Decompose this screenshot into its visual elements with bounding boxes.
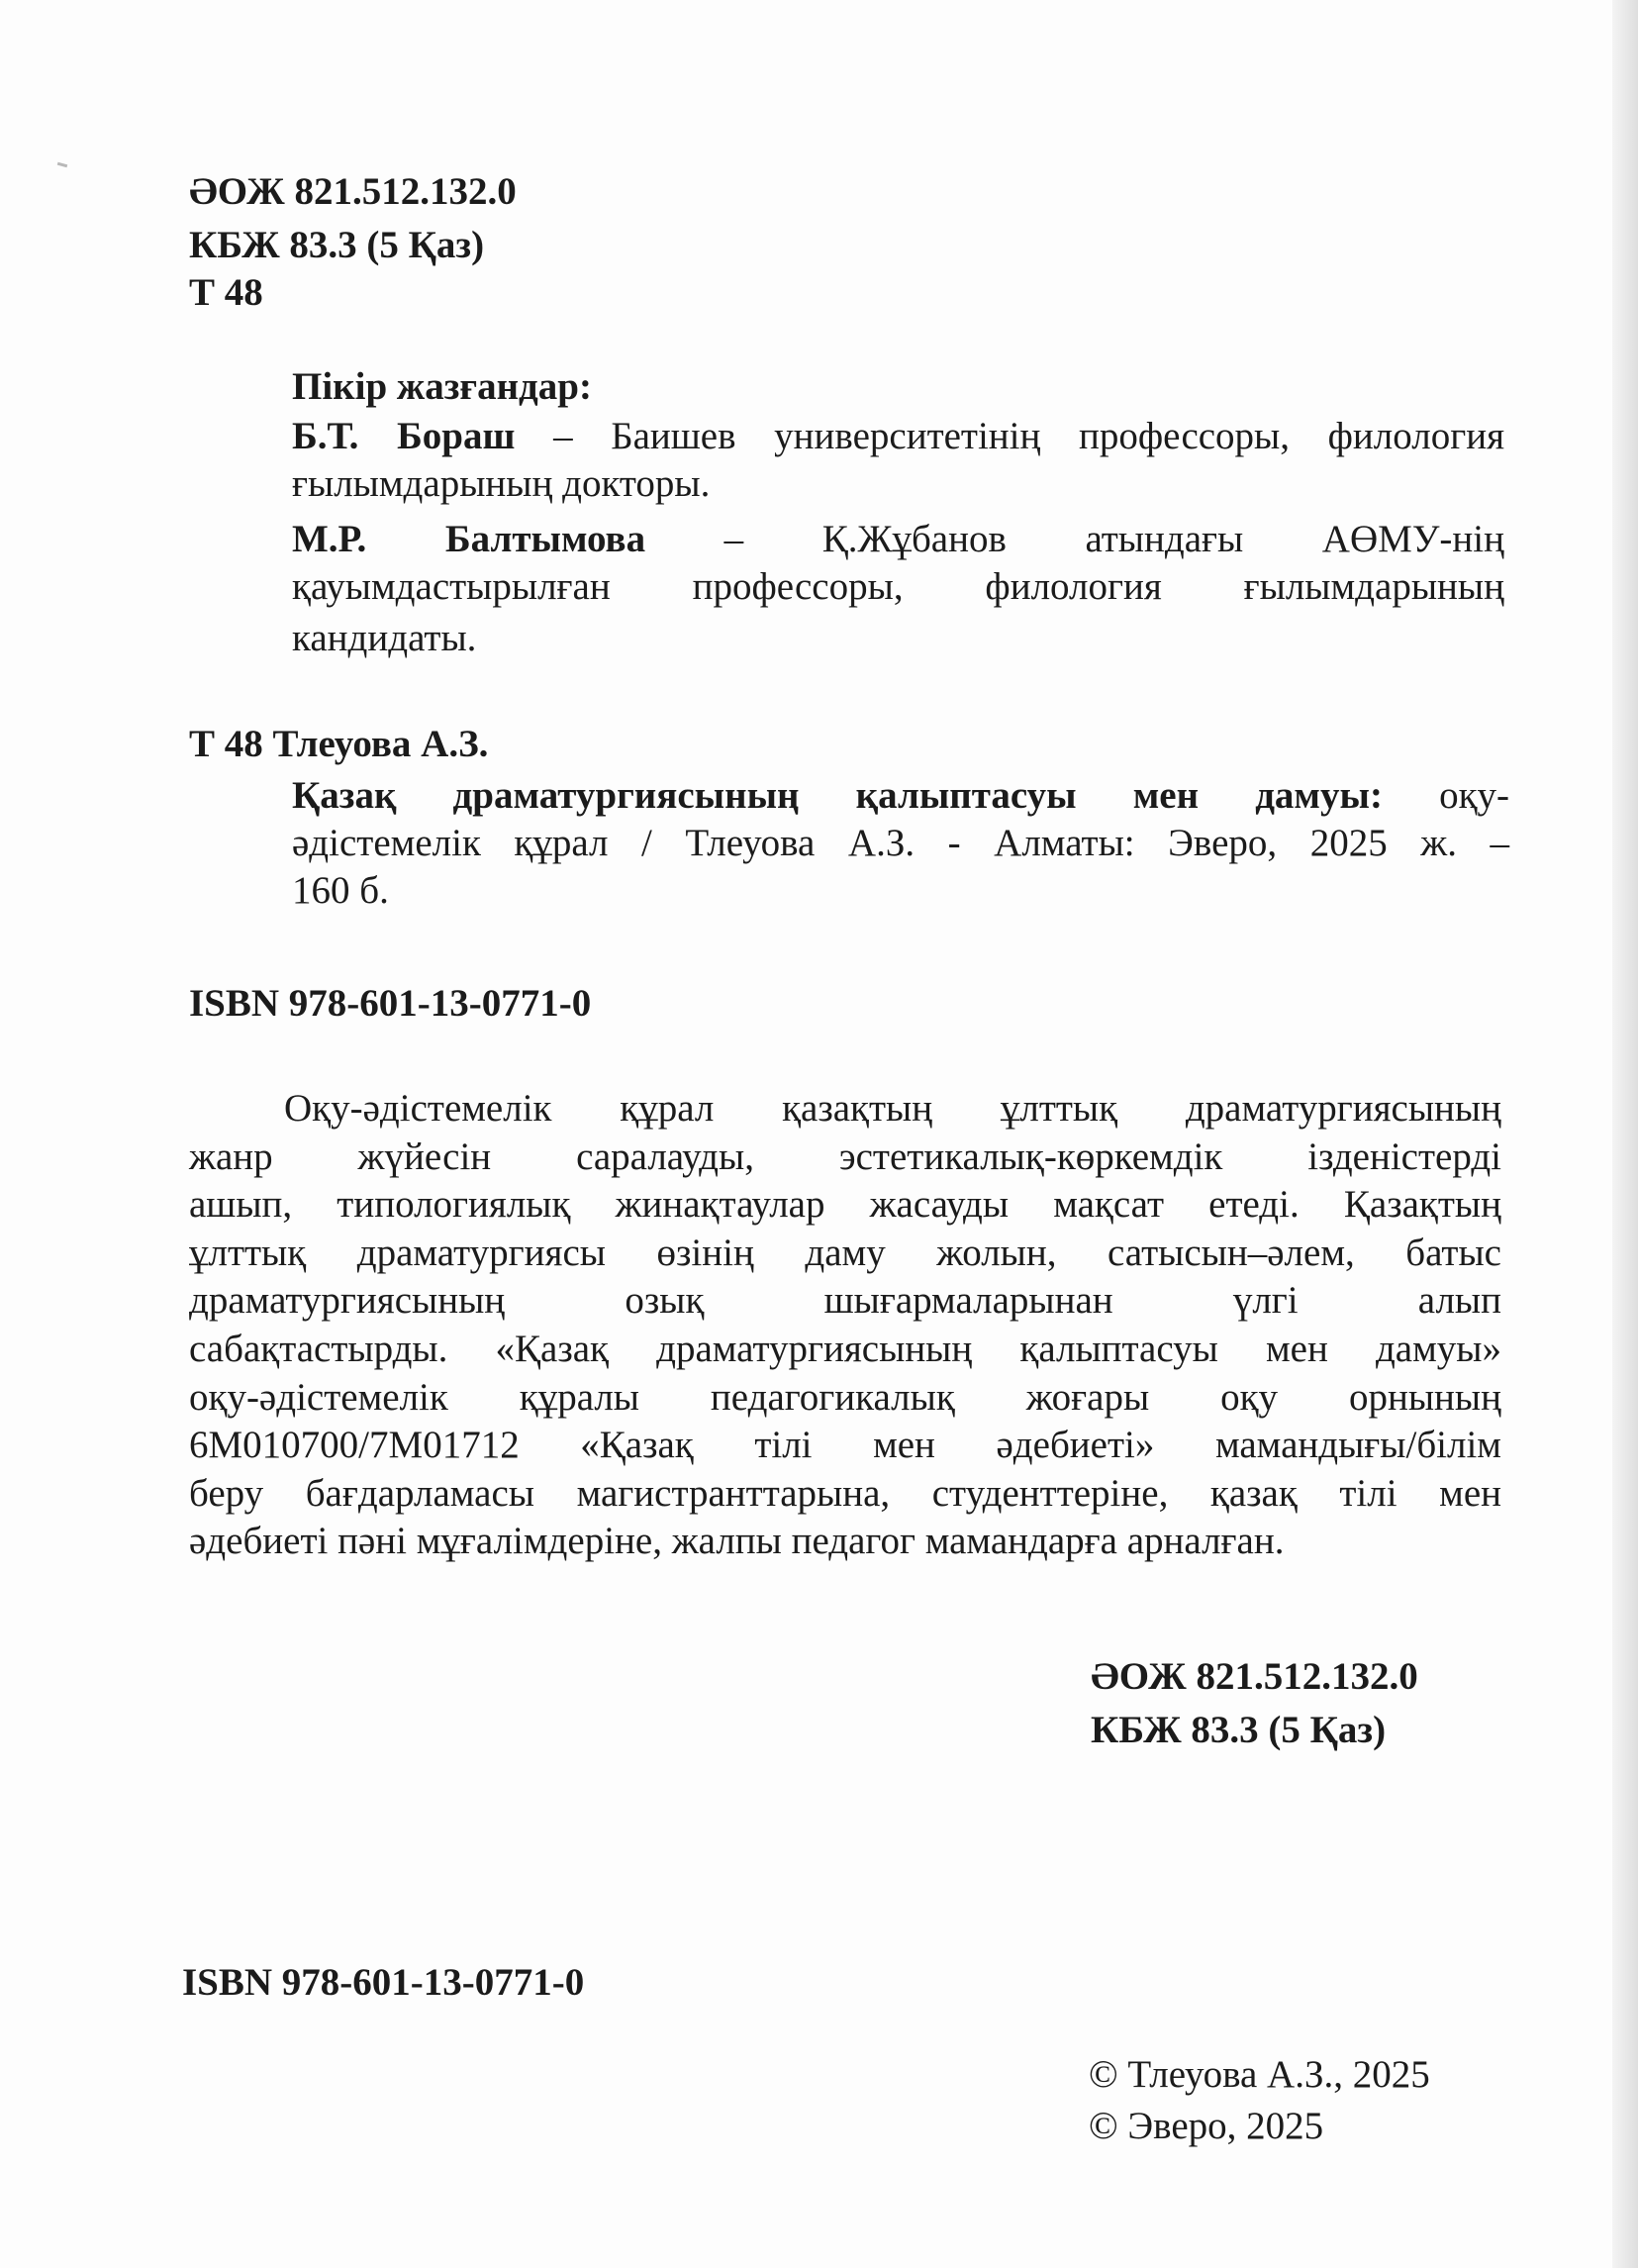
reviewer-2-degree: кандидаты.	[292, 617, 477, 659]
description-line: әдебиеті пәні мұғалімдеріне, жалпы педагог мамандарға арналған.	[189, 1520, 1285, 1563]
description-line: драматургиясының озық шығармаларынан үлгі алып	[189, 1279, 1501, 1323]
reviewers-heading: Пікір жазғандар:	[292, 365, 592, 408]
book-imprint: әдістемелік құрал / Тлеуова А.З. - Алматы: Эверо, 2025 ж. –	[292, 822, 1509, 864]
author-sign: Т 48	[189, 271, 263, 314]
book-pages: 160 б.	[292, 869, 389, 912]
reviewer-2-name: М.Р. Балтымова	[292, 518, 646, 560]
reviewer-2	[292, 516, 1504, 662]
reviewer-2-affiliation: – Қ.Жұбанов атындағы АӨМУ-нің	[723, 518, 1504, 560]
book-type-start: оқу-	[1382, 774, 1510, 817]
reviewer-2-position: қауымдастырылған профессоры, филология ғылымдарының	[292, 565, 1504, 608]
description-paragraph	[189, 1085, 1501, 1566]
copyright-publisher: © Эверо, 2025	[1089, 2105, 1324, 2147]
lbc-code-bottom: КБЖ 83.3 (5 Қаз)	[1091, 1709, 1387, 1751]
reviewer-1	[292, 413, 1504, 508]
description-line: Оқу-әдістемелік құрал қазақтың ұлттық драматургиясының	[284, 1087, 1501, 1130]
bibliography-entry	[292, 772, 1509, 915]
udc-code-bottom: ӘОЖ 821.512.132.0	[1091, 1655, 1418, 1698]
description-line: ұлттық драматургиясы өзінің даму жолын, сатысын–әлем, батыс	[189, 1231, 1501, 1274]
description-line: сабақтастырды. «Қазақ драматургиясының қалыптасуы мен дамуы»	[189, 1327, 1501, 1370]
book-title: Қазақ драматургиясының қалыптасуы мен дамуы:	[292, 774, 1383, 817]
description-line: беру бағдарламасы магистранттарына, студенттеріне, қазақ тілі мен	[189, 1471, 1501, 1515]
lbc-code: КБЖ 83.3 (5 Қаз)	[189, 224, 485, 266]
udc-code: ӘОЖ 821.512.132.0	[189, 170, 517, 213]
isbn-top: ISBN 978-601-13-0771-0	[189, 982, 592, 1025]
reviewer-1-position: – Баишев университетінің профессоры, филология	[515, 415, 1505, 457]
description-line: жанр жүйесін саралауды, эстетикалық-көркемдік ізденістерді	[189, 1134, 1501, 1178]
reviewer-1-name: Б.Т. Бораш	[292, 415, 516, 457]
description-line: 6М010700/7М01712 «Қазақ тілі мен әдебиеті» мамандығы/білім	[189, 1424, 1501, 1467]
description-line: ашып, типологиялық жинақтаулар жасауды мақсат етеді. Қазақтың	[189, 1183, 1501, 1227]
bibliography-sign-author: Т 48 Тлеуова А.З.	[189, 723, 489, 765]
reviewer-1-degree: ғылымдарының докторы.	[292, 462, 711, 505]
page-edge-shadow	[1612, 0, 1638, 2268]
copyright-author: © Тлеуова А.З., 2025	[1089, 2053, 1430, 2096]
description-line: оқу-әдістемелік құралы педагогикалық жоғары оқу орнының	[189, 1375, 1501, 1419]
scan-mark	[57, 162, 67, 167]
isbn-bottom: ISBN 978-601-13-0771-0	[182, 1961, 585, 2004]
